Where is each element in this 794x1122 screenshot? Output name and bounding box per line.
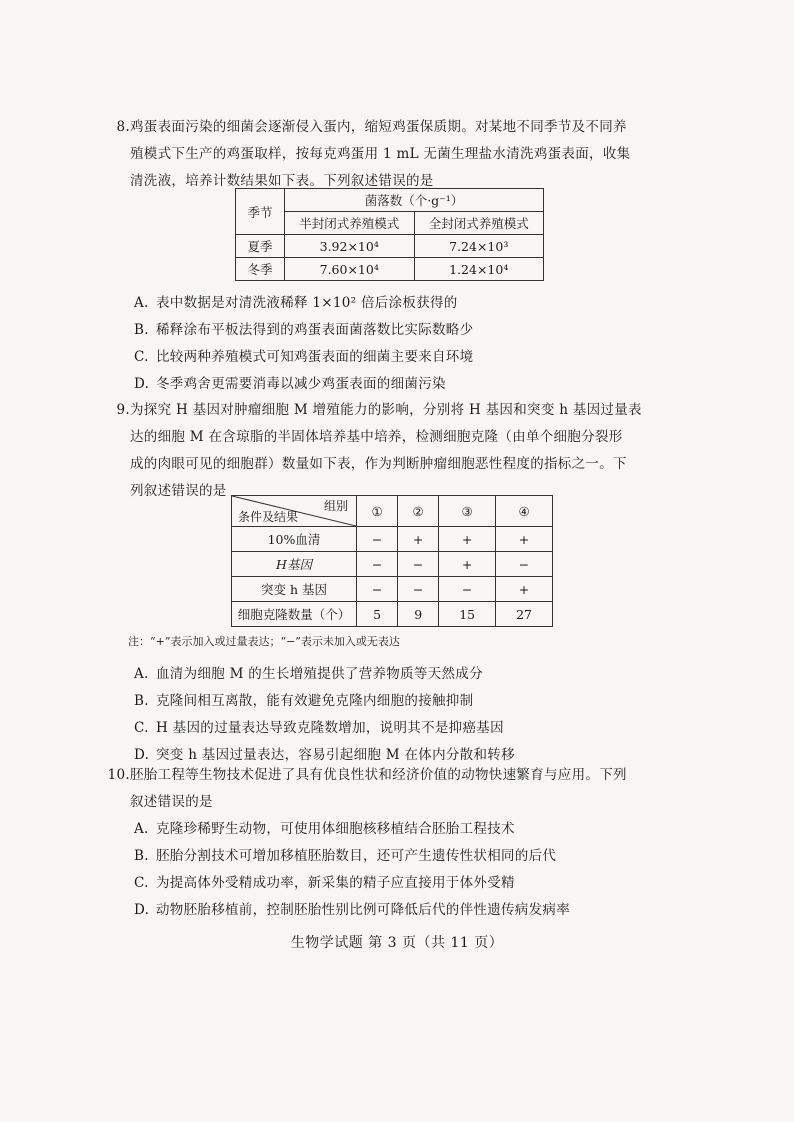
- question-stem-line: 达的细胞 M 在含琼脂的半固体培养基中培养，检测细胞克隆（由单个细胞分裂形: [130, 429, 623, 445]
- row-label: 突变 h 基因: [232, 577, 357, 602]
- question-number: 8.: [116, 119, 130, 135]
- season-header: 季节: [236, 189, 285, 235]
- option-text: 克隆间相互离散，能有效避免克隆内细胞的接触抑制: [156, 693, 474, 709]
- value-cell: 27: [496, 602, 553, 627]
- option-text: H 基因的过量表达导致克隆数增加，说明其不是抑癌基因: [156, 720, 504, 736]
- season-cell: 夏季: [236, 235, 285, 258]
- option-a: [130, 816, 670, 843]
- option-d: [130, 371, 670, 398]
- group-header: ②: [398, 496, 439, 527]
- value-cell: +: [439, 527, 496, 552]
- group-axis-label: 组别: [323, 499, 348, 513]
- value-cell: −: [357, 552, 398, 577]
- value-cell: −: [357, 577, 398, 602]
- option-text: 比较两种养殖模式可知鸡蛋表面的细菌主要来自环境: [156, 349, 474, 365]
- value-cell: 3.92×10⁴: [285, 235, 415, 258]
- option-letter: C.: [134, 349, 149, 365]
- group-header: ④: [496, 496, 553, 527]
- question-8: [116, 114, 670, 195]
- option-text: 动物胚胎移植前，控制胚胎性别比例可降低后代的伴性遗传病发病率: [156, 902, 570, 918]
- option-letter: C.: [134, 720, 149, 736]
- value-cell: 15: [439, 602, 496, 627]
- option-letter: B.: [134, 848, 149, 864]
- option-c: [130, 344, 670, 371]
- option-letter: A.: [134, 666, 149, 682]
- table-row: [232, 577, 553, 602]
- table-row: [232, 552, 553, 577]
- value-cell: −: [357, 527, 398, 552]
- option-text: 克隆珍稀野生动物，可使用体细胞核移植结合胚胎工程技术: [156, 821, 515, 837]
- condition-axis-label: 条件及结果: [238, 510, 299, 524]
- question-stem-line: 殖模式下生产的鸡蛋取样，按每克鸡蛋用 1 mL 无菌生理盐水清洗鸡蛋表面，收集: [130, 146, 631, 162]
- row-label: 10%血清: [232, 527, 357, 552]
- value-cell: 1.24×10⁴: [414, 258, 544, 281]
- question-stem-line: 列叙述错误的是: [130, 483, 227, 499]
- option-letter: A.: [134, 295, 149, 311]
- option-b: [130, 317, 670, 344]
- option-text: 胚胎分割技术可增加移植胚胎数目，还可产生遗传性状相同的后代: [156, 848, 557, 864]
- colony-count-header: 菌落数（个·g⁻¹）: [285, 189, 544, 212]
- value-cell: −: [398, 577, 439, 602]
- option-c: [130, 870, 670, 897]
- page-footer: 生物学试题 第 3 页（共 11 页）: [290, 935, 504, 951]
- question-stem-line: 成的肉眼可见的细胞群）数量如下表，作为判断肿瘤细胞恶性程度的指标之一。下: [130, 456, 627, 472]
- value-cell: +: [496, 527, 553, 552]
- option-b: [130, 843, 670, 870]
- table-row: [232, 602, 553, 627]
- option-a: [130, 661, 670, 688]
- question-stem-line: 鸡蛋表面污染的细菌会逐渐侵入蛋内，缩短鸡蛋保质期。对某地不同季节及不同养: [130, 119, 627, 135]
- value-cell: 9: [398, 602, 439, 627]
- question-9: [116, 397, 670, 505]
- table-row: [236, 235, 544, 258]
- value-cell: +: [398, 527, 439, 552]
- question-stem-line: 叙述错误的是: [130, 794, 213, 810]
- full-closed-header: 全封闭式养殖模式: [414, 212, 544, 235]
- table-note: 注：“+”表示加入或过量表达；“−”表示未加入或无表达: [128, 635, 400, 648]
- group-header: ③: [439, 496, 496, 527]
- option-a: [130, 290, 670, 317]
- semi-closed-header: 半封闭式养殖模式: [285, 212, 415, 235]
- group-header: ①: [357, 496, 398, 527]
- option-letter: A.: [134, 821, 149, 837]
- question-10: [107, 762, 670, 924]
- question-stem-line: 胚胎工程等生物技术促进了具有优良性状和经济价值的动物快速繁育与应用。下列: [130, 767, 627, 783]
- value-cell: −: [398, 552, 439, 577]
- option-letter: D.: [134, 902, 150, 918]
- value-cell: +: [496, 577, 553, 602]
- option-text: 为提高体外受精成功率，新采集的精子应直接用于体外受精: [156, 875, 515, 891]
- value-cell: −: [439, 577, 496, 602]
- question-9-options: [130, 661, 670, 769]
- option-text: 血清为细胞 M 的生长增殖提供了营养物质等天然成分: [156, 666, 483, 682]
- option-letter: D.: [134, 376, 150, 392]
- option-letter: C.: [134, 875, 149, 891]
- option-letter: D.: [134, 747, 150, 763]
- question-8-options: [130, 290, 670, 398]
- table-row: [232, 527, 553, 552]
- option-text: 冬季鸡舍更需要消毒以减少鸡蛋表面的细菌污染: [156, 376, 446, 392]
- value-cell: +: [439, 552, 496, 577]
- value-cell: −: [496, 552, 553, 577]
- value-cell: 5: [357, 602, 398, 627]
- diagonal-header-cell: [232, 496, 357, 527]
- row-label: H基因: [232, 552, 357, 577]
- option-letter: B.: [134, 693, 149, 709]
- option-letter: B.: [134, 322, 149, 338]
- row-label: 细胞克隆数量（个）: [232, 602, 357, 627]
- option-text: 突变 h 基因过量表达，容易引起细胞 M 在体内分散和转移: [156, 747, 515, 763]
- question-number: 10.: [107, 767, 130, 783]
- question-stem-line: 为探究 H 基因对肿瘤细胞 M 增殖能力的影响，分别将 H 基因和突变 h 基因过量表: [130, 402, 642, 418]
- question-number: 9.: [116, 402, 130, 418]
- option-d: [130, 897, 670, 924]
- option-b: [130, 688, 670, 715]
- colony-count-table: [235, 188, 544, 281]
- option-text: 表中数据是对清洗液稀释 1×10² 倍后涂板获得的: [156, 295, 458, 311]
- value-cell: 7.24×10³: [414, 235, 544, 258]
- table-row: [236, 258, 544, 281]
- option-text: 稀释涂布平板法得到的鸡蛋表面菌落数比实际数略少: [156, 322, 474, 338]
- clone-count-table: [231, 495, 553, 627]
- season-cell: 冬季: [236, 258, 285, 281]
- value-cell: 7.60×10⁴: [285, 258, 415, 281]
- option-c: [130, 715, 670, 742]
- question-stem-line: 清洗液，培养计数结果如下表。下列叙述错误的是: [130, 173, 434, 189]
